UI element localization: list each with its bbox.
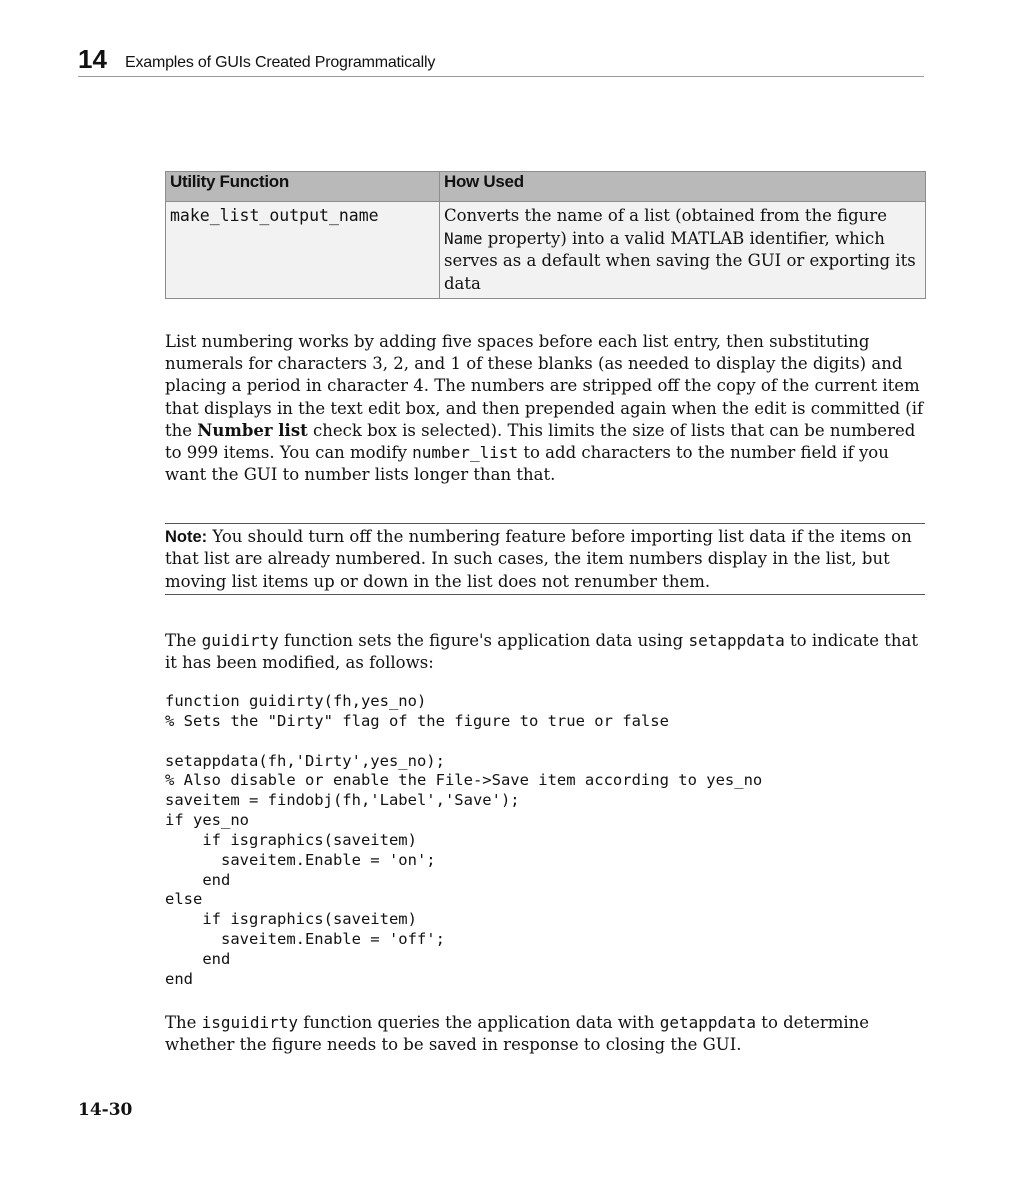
paragraph-text: to indicate that it has been modified, as follows:	[165, 631, 919, 673]
paragraph-text: function queries the application data with	[297, 1013, 660, 1032]
table-header-row	[166, 172, 926, 202]
paragraph-text: The	[165, 631, 202, 650]
getappdata-code: getappdata	[659, 1013, 757, 1032]
setappdata-code: setappdata	[688, 631, 785, 650]
note-text: You should turn off the numbering feature before importing list data if the items on that list are already numbered. In such cases, the item numbers display in the list, but moving list items up or down in the list does not renumber them.	[165, 527, 912, 591]
paragraph-text: to determine whether the figure needs to be saved in response to closing the GUI.	[165, 1013, 870, 1055]
list-numbering-paragraph	[165, 331, 925, 486]
chapter-title: Examples of GUIs Created Programmatically	[125, 54, 436, 71]
guidirty-code: guidirty	[201, 631, 279, 650]
paragraph-text: List numbering works by adding five spaces before each list entry, then substituting numerals for characters 3, 2, and 1 of these blanks (as needed to display the digits) and placing a period in character 4. The numbers are stripped off the copy of the current item that displays in the text edit box, and then prepended again when the edit is committed (if the	[165, 332, 924, 440]
number-list-label: Number list	[197, 420, 308, 440]
description-text-cont: property) into a valid MATLAB identifier, which serves as a default when saving the GUI or exporting its data	[444, 228, 916, 293]
page-header	[78, 44, 924, 77]
utility-function-table	[165, 171, 926, 299]
page-number: 14-30	[78, 1100, 133, 1120]
description-text: Converts the name of a list (obtained from the figure	[444, 206, 887, 225]
chapter-number: 14	[78, 44, 107, 74]
paragraph-text: The	[165, 1013, 202, 1032]
paragraph-text: to add characters to the number field if you want the GUI to number lists longer than that.	[165, 443, 889, 485]
column-header-utility-function: Utility Function	[166, 172, 440, 202]
code-block: function guidirty(fh,yes_no) % Sets the "Dirty" flag of the figure to true or false setappdata(fh,'Dirty',yes_no); % Also disable or enable the File->Save item according to yes_no saveitem = findobj(fh,'Label','Save'); if yes_no if isgraphics(saveitem) saveitem.Enable = 'on'; end else if isgraphics(saveitem) saveitem.Enable = 'off'; end end	[165, 692, 763, 988]
isguidirty-code: isguidirty	[201, 1013, 298, 1032]
paragraph-text: function sets the figure's application data using	[278, 631, 689, 650]
isguidirty-paragraph	[165, 1012, 925, 1056]
column-header-how-used: How Used	[440, 172, 926, 202]
table-row	[166, 202, 926, 299]
paragraph-text: check box is selected). This limits the size of lists that can be numbered to 999 items. You can modify	[165, 420, 916, 463]
note-label: Note:	[165, 528, 208, 546]
description-cell	[440, 202, 926, 299]
function-name-cell: make_list_output_name	[166, 202, 440, 299]
description-code: Name	[444, 228, 483, 248]
note-box	[165, 523, 925, 595]
number-list-code: number_list	[412, 443, 519, 463]
guidirty-paragraph	[165, 630, 925, 674]
